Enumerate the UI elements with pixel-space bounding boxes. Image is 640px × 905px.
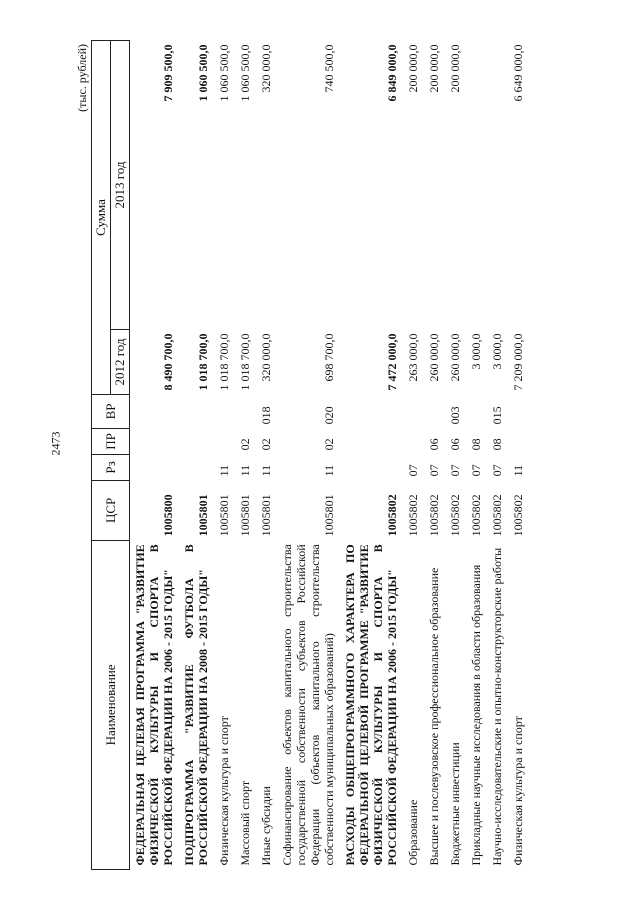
cell-pr: 02 — [259, 438, 273, 451]
cell-csr: 1005802 — [448, 494, 462, 537]
table-row — [508, 41, 529, 870]
table-row — [403, 41, 424, 870]
cell-rz — [340, 454, 403, 480]
cell-pr: 02 — [238, 438, 252, 451]
cell-name: Образование — [406, 799, 420, 866]
cell-csr: 1005802 — [469, 494, 483, 537]
cell-vr — [179, 394, 214, 428]
cell-y2012: 7 209 000,0 — [511, 333, 525, 391]
page-number: 2473 — [48, 431, 63, 456]
cell-y2013: 320 000,0 — [259, 44, 273, 93]
cell-pr: 06 — [427, 438, 441, 451]
header-2012: 2012 год — [111, 329, 130, 394]
cell-csr: 1005802 — [427, 494, 441, 537]
cell-y2013: 1 060 500,0 — [196, 44, 210, 102]
cell-csr: 1005801 — [238, 494, 252, 537]
header-sum: Сумма — [92, 41, 111, 395]
cell-pr: 02 — [322, 438, 336, 451]
cell-vr — [214, 394, 235, 428]
cell-vr — [130, 394, 180, 428]
cell-name: Высшее и послевузовское профессиональное образование — [427, 567, 441, 866]
cell-y2013: 1 060 500,0 — [238, 44, 252, 102]
cell-name: ФЕДЕРАЛЬНАЯ ЦЕЛЕВАЯ ПРОГРАММА "РАЗВИТИЕ ФИЗИЧЕСКОЙ КУЛЬТУРЫ И СПОРТА В РОССИЙСКОЙ ФЕДЕРАЦИИ НА 2006 - 2015 ГОДЫ" — [133, 544, 175, 866]
cell-y2012: 320 000,0 — [259, 333, 273, 382]
cell-y2013: 200 000,0 — [448, 44, 462, 93]
cell-y2013: 200 000,0 — [427, 44, 441, 93]
cell-y2012: 263 000,0 — [406, 333, 420, 382]
cell-vr — [466, 394, 487, 428]
cell-csr: 1005800 — [161, 494, 175, 537]
cell-y2012: 1 018 700,0 — [196, 333, 210, 391]
cell-y2012: 7 472 000,0 — [385, 333, 399, 391]
cell-name: Иные субсидии — [259, 786, 273, 866]
cell-y2012: 260 000,0 — [448, 333, 462, 382]
cell-rz: 07 — [490, 464, 504, 477]
cell-csr: 1005802 — [385, 494, 399, 537]
cell-rz: 11 — [511, 464, 525, 477]
cell-y2013: 740 500,0 — [322, 44, 336, 93]
cell-y2012: 1 018 700,0 — [238, 333, 252, 391]
table-row — [256, 41, 277, 870]
cell-rz — [179, 454, 214, 480]
cell-csr: 1005801 — [259, 494, 273, 537]
cell-y2012: 3 000,0 — [469, 333, 483, 370]
cell-name: Софинансирование объектов капитального строительства государственной собственности субъектов Российской Федерации (объектов капитального строительства собственности муниципальных образований) — [280, 544, 336, 866]
cell-vr — [508, 394, 529, 428]
cell-csr: 1005801 — [217, 494, 231, 537]
cell-csr: 1005802 — [406, 494, 420, 537]
cell-name: ПОДПРОГРАММА "РАЗВИТИЕ ФУТБОЛА В РОССИЙСКОЙ ФЕДЕРАЦИИ НА 2008 - 2015 ГОДЫ" — [182, 544, 210, 866]
cell-rz: 07 — [427, 464, 441, 477]
cell-rz: 07 — [406, 464, 420, 477]
cell-pr — [508, 428, 529, 454]
cell-pr — [130, 428, 180, 454]
table-row — [445, 41, 466, 870]
cell-pr: 06 — [448, 438, 462, 451]
units-label: (тыс. рублей) — [75, 44, 89, 112]
cell-csr: 1005801 — [196, 494, 210, 537]
cell-name: Физическая культура и спорт — [511, 716, 525, 866]
cell-y2013: 6 649 000,0 — [511, 44, 525, 102]
budget-table — [91, 40, 529, 870]
cell-pr — [403, 428, 424, 454]
cell-pr: 08 — [490, 438, 504, 451]
cell-name: Физическая культура и спорт — [217, 716, 231, 866]
table-row — [487, 41, 508, 870]
cell-y2012: 698 700,0 — [322, 333, 336, 382]
cell-y2013 — [487, 41, 508, 330]
cell-pr — [179, 428, 214, 454]
cell-rz: 07 — [469, 464, 483, 477]
cell-name: Прикладные научные исследования в области образования — [469, 564, 483, 866]
rotated-page — [75, 40, 635, 870]
header-2013: 2013 год — [111, 41, 130, 330]
header-name: Наименование — [92, 540, 130, 869]
cell-y2013: 1 060 500,0 — [217, 44, 231, 102]
cell-rz: 11 — [259, 464, 273, 477]
cell-vr — [403, 394, 424, 428]
table-row — [424, 41, 445, 870]
table-row — [340, 41, 403, 870]
cell-vr — [424, 394, 445, 428]
table-row — [466, 41, 487, 870]
cell-rz: 11 — [217, 464, 231, 477]
cell-y2013 — [466, 41, 487, 330]
cell-vr: 020 — [322, 406, 336, 425]
header-csr: ЦСР — [92, 480, 130, 540]
cell-y2012: 1 018 700,0 — [217, 333, 231, 391]
cell-name: Научно-исследовательские и опытно-конструкторские работы — [490, 547, 504, 866]
table-row — [179, 41, 214, 870]
cell-vr — [340, 394, 403, 428]
header-rz: Рз — [92, 454, 130, 480]
cell-csr: 1005802 — [511, 494, 525, 537]
cell-rz: 07 — [448, 464, 462, 477]
table-row — [214, 41, 235, 870]
cell-csr: 1005802 — [490, 494, 504, 537]
cell-vr: 018 — [259, 406, 273, 425]
cell-name: РАСХОДЫ ОБЩЕПРОГРАММНОГО ХАРАКТЕРА ПО ФЕДЕРАЛЬНОЙ ЦЕЛЕВОЙ ПРОГРАММЕ "РАЗВИТИЕ ФИЗИЧЕСКОЙ КУЛЬТУРЫ И СПОРТА В РОССИЙСКОЙ ФЕДЕРАЦИИ НА 2006 - 2015 ГОДЫ" — [343, 544, 399, 866]
cell-vr: 003 — [448, 406, 462, 425]
cell-name: Бюджетные инвестиции — [448, 742, 462, 866]
header-row — [92, 41, 111, 870]
table-row — [235, 41, 256, 870]
cell-y2012: 3 000,0 — [490, 333, 504, 370]
cell-pr — [214, 428, 235, 454]
cell-vr — [235, 394, 256, 428]
cell-y2012: 260 000,0 — [427, 333, 441, 382]
cell-rz: 11 — [238, 464, 252, 477]
cell-rz — [130, 454, 180, 480]
header-pr: ПР — [92, 428, 130, 454]
cell-y2012: 8 490 700,0 — [161, 333, 175, 391]
cell-rz: 11 — [322, 464, 336, 477]
cell-vr: 015 — [490, 406, 504, 425]
cell-pr — [340, 428, 403, 454]
table-row — [277, 41, 340, 870]
cell-y2013: 7 909 500,0 — [161, 44, 175, 102]
cell-name: Массовый спорт — [238, 780, 252, 866]
cell-csr: 1005801 — [322, 494, 336, 537]
table-row — [130, 41, 180, 870]
cell-y2013: 6 849 000,0 — [385, 44, 399, 102]
cell-y2013: 200 000,0 — [406, 44, 420, 93]
header-vr: ВР — [92, 394, 130, 428]
cell-pr: 08 — [469, 438, 483, 451]
